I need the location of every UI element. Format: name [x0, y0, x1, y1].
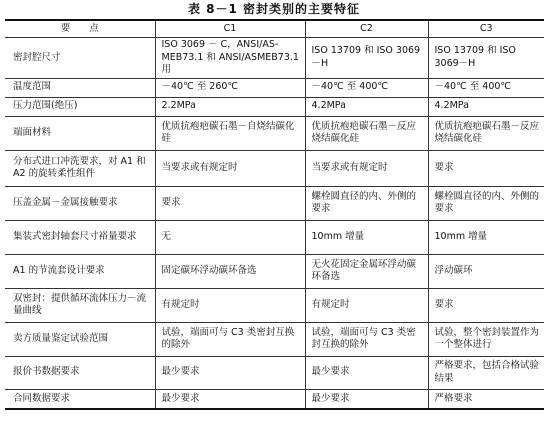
cell-c3: 浮动碳环 [428, 254, 544, 288]
row-label: 压盖金属－金属接触要求 [5, 186, 155, 220]
table-row [5, 116, 544, 150]
cell-c2: 螺栓圆直径的内、外侧的要求 [305, 186, 428, 220]
cell-c3: 螺栓圆直径的内、外侧的要求 [428, 186, 544, 220]
cell-c2: ISO 13709 和 ISO 3069－H [305, 38, 428, 79]
cell-c3: 严格要求，包括合格试验结果 [428, 356, 544, 389]
cell-c1: 优质抗疱疤碳石墨－自烧结碳化硅 [155, 116, 305, 150]
seal-category-table [5, 19, 544, 410]
header-cell-c3: C3 [428, 20, 544, 38]
row-label: A1 的节流套设计要求 [5, 254, 155, 288]
cell-c2: 10mm 增量 [305, 220, 428, 254]
row-label: 压力范围(绝压) [5, 97, 155, 116]
cell-c3: 4.2MPa [428, 97, 544, 116]
table-row [5, 38, 544, 79]
table-row [5, 356, 544, 389]
row-label: 集装式密封轴套尺寸裕量要求 [5, 220, 155, 254]
row-label: 合同数据要求 [5, 389, 155, 409]
row-label: 密封腔尺寸 [5, 38, 155, 79]
cell-c1: ISO 3069 － C，ANSI/AS-MEB73.1 和 ANSI/ASMEB73.1 用 [155, 38, 305, 79]
cell-c2: 最少要求 [305, 389, 428, 409]
table-caption: 表 8－1 密封类别的主要特征 [187, 2, 361, 16]
table-row [5, 186, 544, 220]
cell-c1: 最少要求 [155, 389, 305, 409]
cell-c3: ISO 13709 和 ISO 3069－H [428, 38, 544, 79]
row-label: 端面材料 [5, 116, 155, 150]
cell-c1: 最少要求 [155, 356, 305, 389]
cell-c2: 无火花固定金属环浮动碳环备选 [305, 254, 428, 288]
header-cell-key-points: 要 点 [5, 20, 155, 38]
row-label: 报价书数据要求 [5, 356, 155, 389]
table-row [5, 254, 544, 288]
header-row [5, 20, 544, 38]
cell-c3: 要求 [428, 150, 544, 186]
cell-c1: 当要求或有规定时 [155, 150, 305, 186]
cell-c2: －40℃ 至 400℃ [305, 78, 428, 97]
table-row [5, 220, 544, 254]
cell-c2: 4.2MPa [305, 97, 428, 116]
table-row [5, 150, 544, 186]
table-row [5, 97, 544, 116]
cell-c1: 固定碳环浮动碳环备选 [155, 254, 305, 288]
cell-c2: 试验，端面可与 C3 类密封互换的除外 [305, 322, 428, 356]
row-label: 双密封：提供循环流体压力－流量曲线 [5, 288, 155, 322]
cell-c1: 有规定时 [155, 288, 305, 322]
cell-c1: 要求 [155, 186, 305, 220]
cell-c3: 试验，整个密封装置作为一个整体进行 [428, 322, 544, 356]
table-row [5, 78, 544, 97]
cell-c2: 当要求或有规定时 [305, 150, 428, 186]
header-cell-c1: C1 [155, 20, 305, 38]
row-label: 卖方质量鉴定试验范围 [5, 322, 155, 356]
cell-c2: 最少要求 [305, 356, 428, 389]
header-cell-c2: C2 [305, 20, 428, 38]
cell-c3: 优质抗疱疤碳石墨－反应烧结碳化硅 [428, 116, 544, 150]
cell-c3: －40℃ 至 400℃ [428, 78, 544, 97]
cell-c1: 无 [155, 220, 305, 254]
row-label: 分布式进口冲洗要求，对 A1 和 A2 的旋转柔性组件 [5, 150, 155, 186]
cell-c2: 优质抗疱疤碳石墨－反应烧结碳化硅 [305, 116, 428, 150]
row-label: 温度范围 [5, 78, 155, 97]
table-row [5, 288, 544, 322]
table-row [5, 389, 544, 409]
cell-c3: 10mm 增量 [428, 220, 544, 254]
cell-c1: 试验，端面可与 C3 类密封互换的除外 [155, 322, 305, 356]
cell-c3: 要求 [428, 288, 544, 322]
cell-c3: 严格要求 [428, 389, 544, 409]
cell-c2: 有规定时 [305, 288, 428, 322]
table-row [5, 322, 544, 356]
cell-c1: 2.2MPa [155, 97, 305, 116]
cell-c1: －40℃ 至 260℃ [155, 78, 305, 97]
